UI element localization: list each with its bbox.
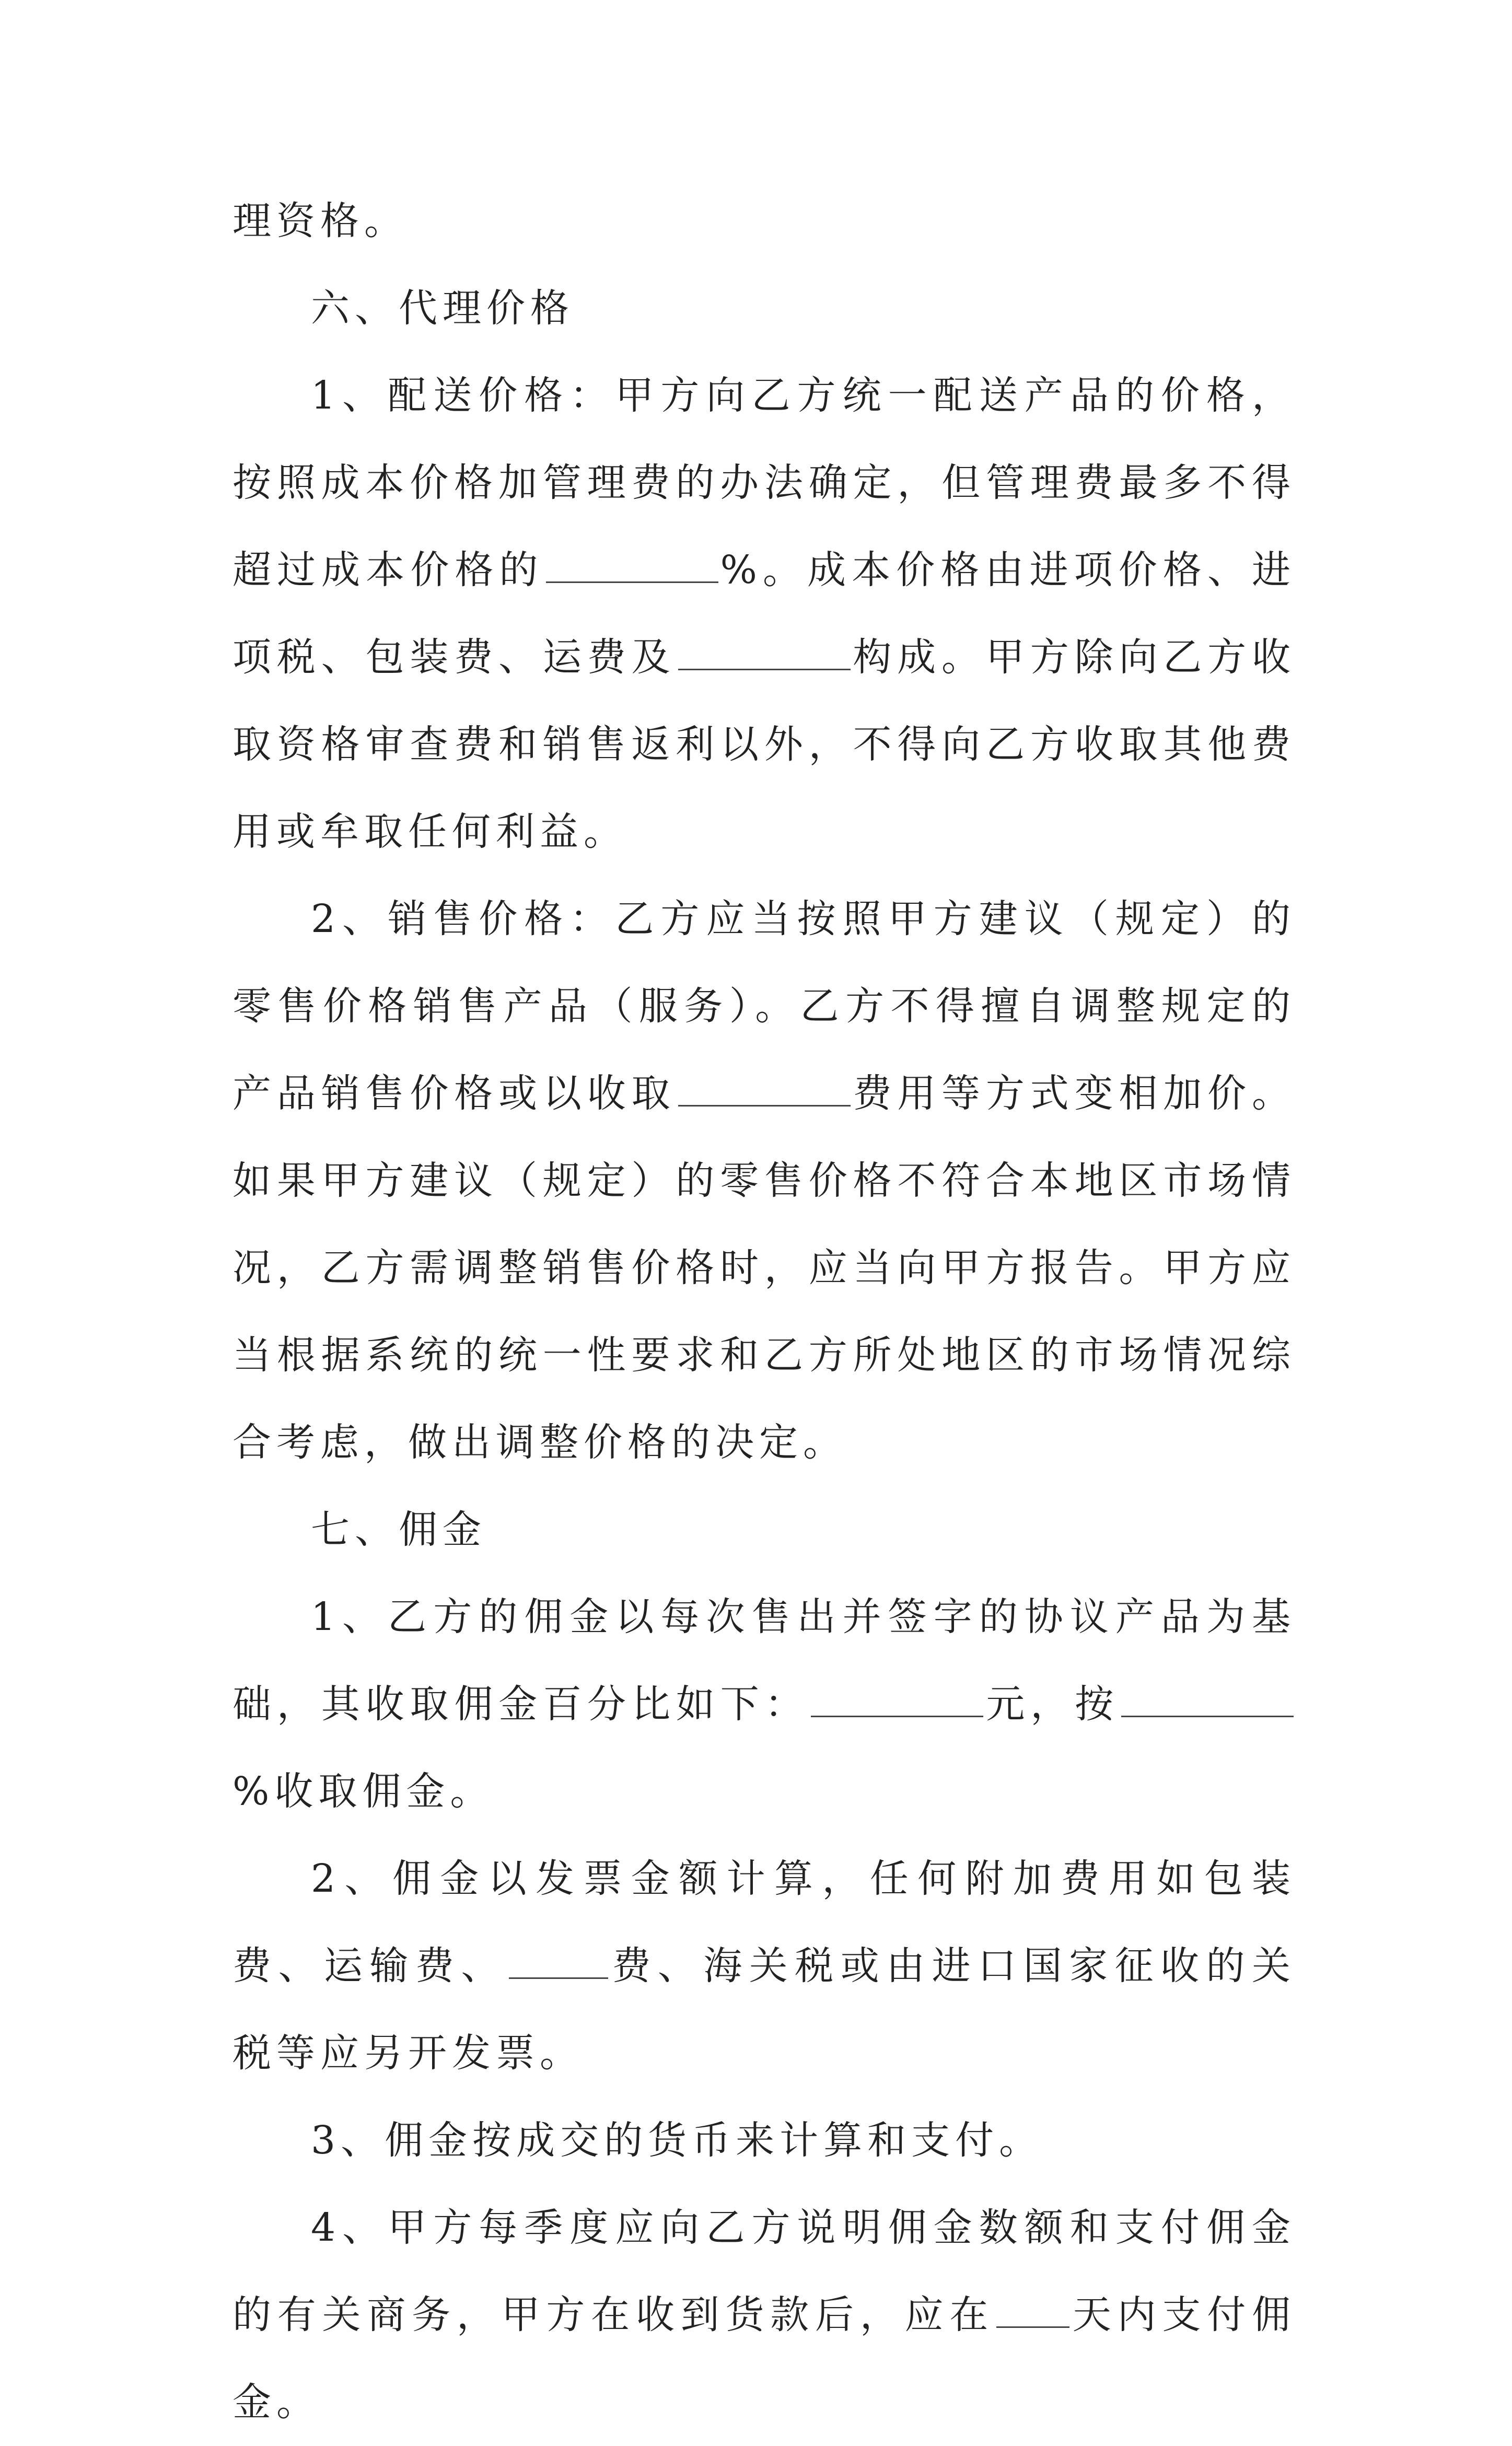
paragraph-text: %收取佣金。 — [232, 1769, 494, 1814]
fill-in-blank[interactable] — [996, 2295, 1069, 2328]
paragraph-commission-currency — [232, 2097, 1296, 2184]
paragraph-text: 元，按 — [985, 1682, 1120, 1727]
paragraph-commission-basis — [232, 1574, 1296, 1835]
paragraph-text: 1、乙方的佣金以每次售出并签字的协议产品为基础，其收取佣金百分比如下： — [232, 1594, 1296, 1727]
fill-in-blank[interactable] — [1121, 1684, 1294, 1717]
paragraph-text: 理资格。 — [232, 199, 408, 243]
paragraph-text: 构成。甲方除向乙方收取资格审查费和销售返利以外，不得向乙方收取其他费用或牟取任何利益。 — [232, 635, 1296, 854]
fill-in-blank[interactable] — [811, 1684, 983, 1717]
fill-in-blank[interactable] — [509, 1946, 608, 1979]
paragraph-text: 4、甲方每季度应向乙方说明佣金数额和支付佣金的有关商务，甲方在收到货款后，应在 — [232, 2205, 1296, 2337]
document-body — [232, 178, 1296, 2446]
section-heading-pricing — [232, 265, 1296, 352]
paragraph-text: 3、佣金按成交的货币来计算和支付。 — [311, 2118, 1043, 2163]
paragraph-continuation — [232, 178, 1296, 265]
paragraph-text: 2、佣金以发票金额计算，任何附加费用如包装费、运输费、 — [232, 1856, 1296, 1988]
paragraph-text: 天内支付佣金。 — [232, 2292, 1296, 2425]
paragraph-commission-payment — [232, 2184, 1296, 2446]
fill-in-blank[interactable] — [546, 550, 718, 583]
section-heading-commission — [232, 1486, 1296, 1574]
fill-in-blank[interactable] — [678, 637, 851, 670]
heading-text: 七、佣金 — [311, 1507, 486, 1552]
fill-in-blank[interactable] — [678, 1074, 851, 1106]
paragraph-sales-price — [232, 876, 1296, 1486]
paragraph-delivery-price — [232, 352, 1296, 876]
paragraph-commission-invoice — [232, 1835, 1296, 2097]
paragraph-text: 1、配送价格：甲方向乙方统一配送产品的价格，按照成本价格加管理费的办法确定，但管理费最多不得超过成本价格的 — [232, 373, 1296, 592]
heading-text: 六、代理价格 — [311, 286, 574, 331]
paragraph-text: 费、海关税或由进口国家征收的关税等应另开发票。 — [232, 1943, 1296, 2076]
paragraph-text: 费用等方式变相加价。如果甲方建议（规定）的零售价格不符合本地区市场情况，乙方需调整销售价格时，应当向甲方报告。甲方应当根据系统的统一性要求和乙方所处地区的市场情况综合考虑，做出调整价格的决定。 — [232, 1071, 1296, 1465]
paragraph-text: 2、销售价格：乙方应当按照甲方建议（规定）的零售价格销售产品（服务）。乙方不得擅自调整规定的产品销售价格或以收取 — [232, 896, 1296, 1116]
paragraph-text: %。成本价格由进项价格、进项税、包装费、运费及 — [232, 548, 1296, 680]
